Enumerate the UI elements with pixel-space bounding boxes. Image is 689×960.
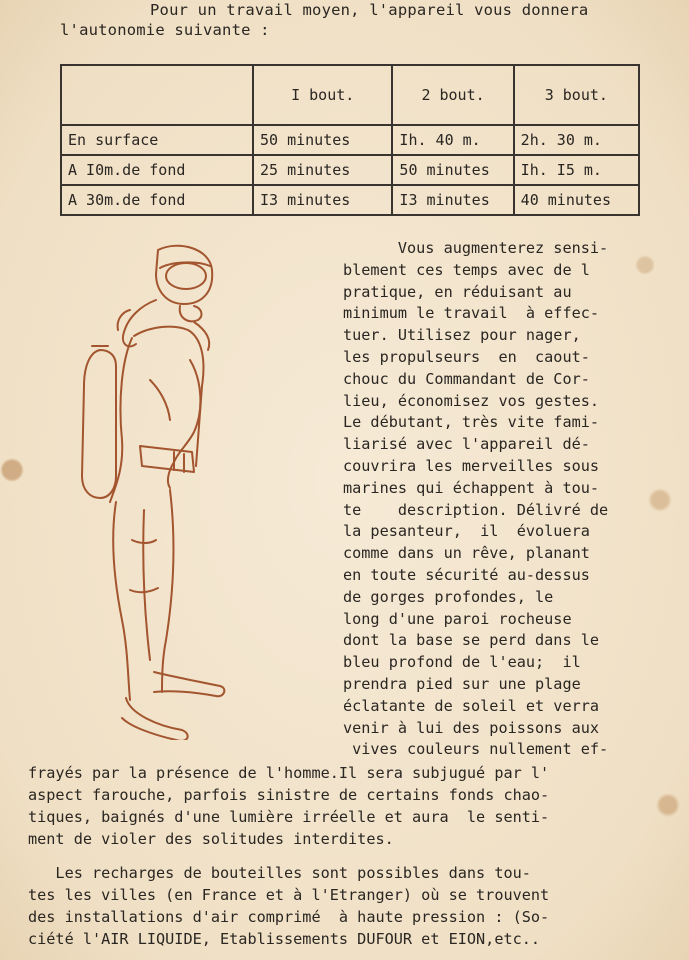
text-line: long d'une paroi rocheuse <box>343 609 572 628</box>
text-line: la pesanteur, il évoluera <box>343 522 590 541</box>
diver-illustration <box>70 240 240 740</box>
text-line: ment de violer des solitudes interdites. <box>28 830 394 848</box>
intro-line-2: l'autonomie suivante : <box>60 21 270 39</box>
text-line: aspect farouche, parfois sinistre de certains fonds chao- <box>28 786 550 804</box>
table-header-row <box>61 65 639 125</box>
text-line: pratique, en réduisant au <box>343 282 572 301</box>
text-line: de gorges profondes, le <box>343 587 554 606</box>
table-cell: 2h. 30 m. <box>514 125 639 155</box>
table-cell: I3 minutes <box>253 185 392 215</box>
text-line: tiques, baignés d'une lumière irréelle et aura le senti- <box>28 808 550 826</box>
table-cell: I3 minutes <box>392 185 513 215</box>
table-header-cell <box>61 65 253 125</box>
table-cell: En surface <box>61 125 253 155</box>
text-line: Les recharges de bouteilles sont possibles dans tou- <box>28 864 531 882</box>
recharge-paragraph <box>28 862 668 950</box>
autonomy-table <box>60 64 640 216</box>
text-line: marines qui échappent à tou- <box>343 478 600 497</box>
text-line: éclatante de soleil et verra <box>343 696 600 715</box>
table-cell: 50 minutes <box>392 155 513 185</box>
text-line: des installations d'air comprimé à haute pression : (So- <box>28 908 550 926</box>
table-cell: 40 minutes <box>514 185 639 215</box>
text-line: te description. Délivré de <box>343 500 609 519</box>
text-line: chouc du Commandant de Cor- <box>343 369 590 388</box>
table-header-cell: 2 bout. <box>392 65 513 125</box>
table-cell: 50 minutes <box>253 125 392 155</box>
table-header-cell: I bout. <box>253 65 392 125</box>
text-line: Le débutant, très vite fami- <box>343 413 600 432</box>
text-line: comme dans un rêve, planant <box>343 544 590 563</box>
table-row <box>61 155 639 185</box>
text-line: Vous augmenterez sensi- <box>343 239 609 257</box>
text-line: tuer. Utilisez pour nager, <box>343 326 581 345</box>
table-cell: Ih. 40 m. <box>392 125 513 155</box>
text-line: prendra pied sur une plage <box>343 674 581 693</box>
text-line: couvrira les merveilles sous <box>343 456 600 475</box>
text-line: liarisé avec l'appareil dé- <box>343 435 590 454</box>
text-line: bleu profond de l'eau; il <box>343 653 581 672</box>
continuation-text <box>28 762 668 850</box>
text-line: frayés par la présence de l'homme.Il sera subjugué par l' <box>28 764 550 782</box>
text-line: dont la base se perd dans le <box>343 631 600 650</box>
text-line: en toute sécurité au-dessus <box>343 565 590 584</box>
table-row <box>61 185 639 215</box>
text-line: vives couleurs nullement ef- <box>343 740 609 759</box>
table-cell: A 30m.de fond <box>61 185 253 215</box>
text-line: les propulseurs en caout- <box>343 347 590 366</box>
text-line: tes les villes (en France et à l'Etranger) où se trouvent <box>28 886 550 904</box>
right-column-text <box>343 238 659 761</box>
table-cell: Ih. I5 m. <box>514 155 639 185</box>
intro-line-1: Pour un travail moyen, l'appareil vous donnera <box>150 1 589 19</box>
text-line: venir à lui des poissons aux <box>343 718 600 737</box>
text-line: ciété l'AIR LIQUIDE, Etablissements DUFOUR et EION,etc.. <box>28 930 541 948</box>
table-row <box>61 125 639 155</box>
table-header-cell: 3 bout. <box>514 65 639 125</box>
table-cell: A I0m.de fond <box>61 155 253 185</box>
text-line: minimum le travail à effec- <box>343 304 600 323</box>
text-line: blement ces temps avec de l <box>343 260 590 279</box>
text-line: lieu, économisez vos gestes. <box>343 391 600 410</box>
table-cell: 25 minutes <box>253 155 392 185</box>
